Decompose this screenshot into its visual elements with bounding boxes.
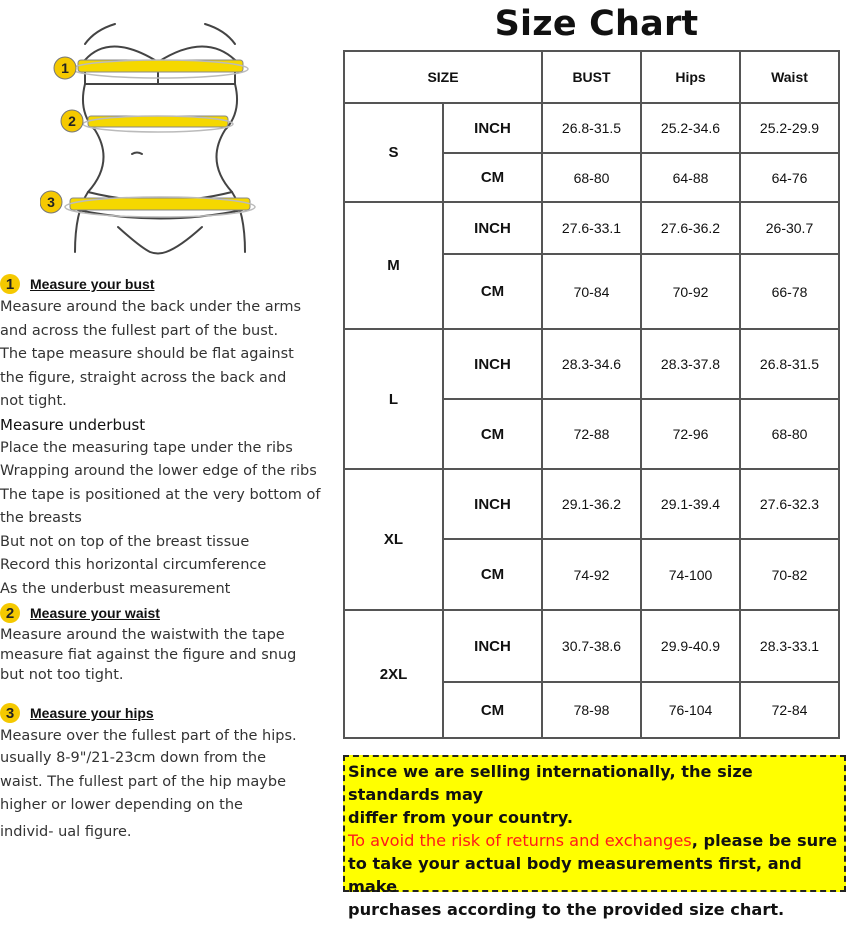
text-line: not tight. (0, 393, 67, 409)
marker-1-label: 1 (61, 60, 69, 76)
underbust-title: Measure underbust (0, 415, 146, 434)
bust-title: Measure your bust (30, 276, 155, 292)
unit-label: INCH (443, 469, 542, 539)
table-cell: 26.8-31.5 (542, 103, 641, 153)
text-line: higher or lower depending on the (0, 797, 243, 813)
step-1-badge: 1 (0, 274, 20, 294)
waist-heading (0, 601, 330, 625)
text-line: Measure around the waistwith the tape (0, 627, 285, 643)
unit-label: CM (443, 254, 542, 329)
unit-label: INCH (443, 329, 542, 399)
hips-text (0, 725, 330, 846)
unit-label: CM (443, 153, 542, 202)
text-line: the breasts (0, 510, 82, 526)
table-cell: 28.3-34.6 (542, 329, 641, 399)
hips-title: Measure your hips (30, 705, 154, 721)
table-row (344, 329, 839, 399)
waist-title: Measure your waist (30, 605, 160, 621)
marker-1 (54, 57, 76, 79)
text-line: but not too tight. (0, 667, 124, 683)
text-line: Record this horizontal circumference (0, 557, 267, 573)
unit-label: CM (443, 399, 542, 469)
table-cell: 68-80 (542, 153, 641, 202)
table-cell: 72-96 (641, 399, 740, 469)
size-label: 2XL (344, 610, 443, 738)
table-cell: 70-92 (641, 254, 740, 329)
waist-text (0, 625, 330, 685)
body-measurement-illustration (40, 12, 280, 267)
table-cell: 72-88 (542, 399, 641, 469)
text-line: Place the measuring tape under the ribs (0, 439, 293, 456)
text-line: waist. The fullest part of the hip maybe (0, 773, 287, 790)
notice-warning: To avoid the risk of returns and exchanges (348, 831, 692, 850)
bust-heading (0, 272, 330, 296)
table-cell: 25.2-29.9 (740, 103, 839, 153)
step-3-badge: 3 (0, 703, 20, 723)
text-line: The tape measure should be flat against (0, 346, 294, 362)
notice-line: to take your actual body measurements first, and make (348, 854, 802, 896)
unit-label: CM (443, 682, 542, 738)
table-cell: 76-104 (641, 682, 740, 738)
marker-2-label: 2 (68, 113, 76, 129)
page-title: Size Chart (494, 4, 699, 44)
table-cell: 78-98 (542, 682, 641, 738)
hips-heading (0, 701, 330, 725)
marker-3 (40, 191, 62, 213)
table-row (344, 469, 839, 539)
table-cell: 70-84 (542, 254, 641, 329)
table-cell: 27.6-36.2 (641, 202, 740, 254)
table-cell: 25.2-34.6 (641, 103, 740, 153)
notice-line: differ from your country. (348, 808, 574, 827)
size-label: XL (344, 469, 443, 610)
text-line: As the underbust measurement (0, 580, 231, 597)
table-cell: 68-80 (740, 399, 839, 469)
header-size: SIZE (344, 51, 542, 103)
header-waist: Waist (740, 51, 839, 103)
table-cell: 27.6-32.3 (740, 469, 839, 539)
size-label: S (344, 103, 443, 202)
table-header-row (344, 51, 839, 103)
table-cell: 64-76 (740, 153, 839, 202)
table-cell: 26.8-31.5 (740, 329, 839, 399)
table-cell: 30.7-38.6 (542, 610, 641, 682)
table-row (344, 103, 839, 153)
marker-2 (61, 110, 83, 132)
measuring-instructions (0, 272, 330, 846)
table-cell: 70-82 (740, 539, 839, 610)
marker-3-label: 3 (47, 194, 55, 210)
unit-label: INCH (443, 610, 542, 682)
text-line: usually 8-9"/21-23cm down from the (0, 750, 267, 766)
notice-line: Since we are selling internationally, the size standards may (348, 762, 753, 804)
text-line: measure fiat against the figure and snug (0, 647, 297, 663)
text-line: Measure over the fullest part of the hips. (0, 728, 297, 744)
header-bust: BUST (542, 51, 641, 103)
unit-label: CM (443, 539, 542, 610)
size-label: M (344, 202, 443, 329)
table-cell: 29.1-36.2 (542, 469, 641, 539)
notice-text: , please be sure (691, 831, 838, 850)
body-figure-icon (40, 12, 280, 267)
unit-label: INCH (443, 103, 542, 153)
text-line: Wrapping around the lower edge of the ribs (0, 463, 317, 479)
bust-text (0, 296, 330, 414)
notice-line-3 (348, 829, 841, 852)
table-cell: 29.9-40.9 (641, 610, 740, 682)
text-line: the figure, straight across the back and (0, 369, 287, 386)
sizing-notice (343, 755, 846, 919)
step-2-badge: 2 (0, 603, 20, 623)
text-line: The tape is positioned at the very bottom of (0, 486, 321, 503)
table-cell: 66-78 (740, 254, 839, 329)
table-row (344, 202, 839, 254)
underbust-text (0, 437, 330, 602)
table-cell: 64-88 (641, 153, 740, 202)
notice-line: purchases according to the provided size chart. (348, 900, 785, 919)
unit-label: INCH (443, 202, 542, 254)
text-line: and across the fullest part of the bust. (0, 322, 279, 339)
text-line: Measure around the back under the arms (0, 299, 302, 315)
table-cell: 72-84 (740, 682, 839, 738)
table-cell: 27.6-33.1 (542, 202, 641, 254)
table-cell: 74-92 (542, 539, 641, 610)
table-cell: 74-100 (641, 539, 740, 610)
table-row (344, 610, 839, 682)
table-cell: 28.3-33.1 (740, 610, 839, 682)
table-cell: 28.3-37.8 (641, 329, 740, 399)
header-hips: Hips (641, 51, 740, 103)
size-chart-table (343, 50, 840, 739)
text-line: But not on top of the breast tissue (0, 533, 250, 550)
text-line: individ- ual figure. (0, 823, 132, 840)
table-cell: 26-30.7 (740, 202, 839, 254)
size-label: L (344, 329, 443, 469)
table-cell: 29.1-39.4 (641, 469, 740, 539)
